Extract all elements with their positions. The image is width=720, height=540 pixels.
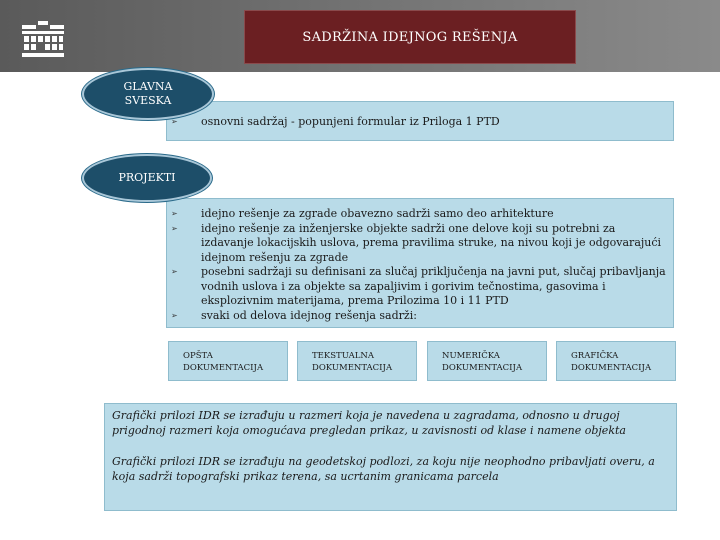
list-item <box>167 265 667 309</box>
note-text: Grafički prilozi IDR se izrađuju na geodetskoj podlozi, za koju nije neophodno pribavljati overu, a koja sadrži topografski prikaz terena, sa ucrtanim granicama parcela <box>112 455 655 483</box>
graphical-documentation-label: GRAFIČKA DOKUMENTACIJA <box>571 351 652 373</box>
arrow-bullet-icon: ➢ <box>171 267 178 276</box>
list-item-text: osnovni sadržaj - popunjeni formular iz Priloga 1 PTD <box>201 115 500 128</box>
arrow-bullet-icon: ➢ <box>171 223 178 233</box>
list-item <box>167 207 667 222</box>
page-title: SADRŽINA IDEJNOG REŠENJA <box>244 10 576 64</box>
list-item <box>167 115 673 130</box>
textual-documentation-box <box>297 341 417 381</box>
general-documentation-box <box>168 341 288 381</box>
graphical-documentation-box <box>556 341 676 381</box>
top-bar <box>0 0 720 72</box>
arrow-bullet-icon: ➢ <box>171 117 178 126</box>
note-text: Grafički prilozi IDR se izrađuju u razmeri koja je navedena u zagradama, odnosno u drugoj prigodnoj razmeri koja omogućava pregledan prikaz, u zavisnosti od klase i namene objekta <box>112 409 626 437</box>
projects-label <box>82 154 212 202</box>
textual-documentation-label: TEKSTUALNA DOKUMENTACIJA <box>312 351 393 373</box>
arrow-bullet-icon: ➢ <box>171 310 178 320</box>
list-item <box>167 222 667 266</box>
arrow-bullet-icon: ➢ <box>171 209 178 218</box>
list-item <box>167 309 667 324</box>
numerical-documentation-label: NUMERIČKA DOKUMENTACIJA <box>442 351 523 373</box>
list-item-text: posebni sadržaji su definisani za slučaj priključenja na javni put, slučaj pribavljanja vodnih uslova i za objekte sa zapaljivim i gorivim tečnostima, gasovima i eksplozivnim materijama, prema Prilozima 10 i 11 PTD <box>201 265 666 307</box>
building-logo-icon <box>22 19 64 59</box>
notes-panel <box>104 403 677 511</box>
list-item-text: svaki od delova idejnog rešenja sadrži: <box>201 308 417 322</box>
list-item-text: idejno rešenje za zgrade obavezno sadrži samo deo arhitekture <box>201 207 554 220</box>
main-volume-panel <box>166 101 674 141</box>
general-documentation-label: OPŠTA DOKUMENTACIJA <box>183 351 264 373</box>
numerical-documentation-box <box>427 341 547 381</box>
projects-label-text: PROJEKTI <box>118 171 176 184</box>
list-item-text: idejno rešenje za inženjerske objekte sadrži one delove koji su potrebni za izdavanje lokacijskih uslova, prema pravilima struke, na nivou koji je odgovarajući idejnom rešenju za zgrade <box>201 221 662 264</box>
projects-panel <box>166 198 674 328</box>
main-volume-label-text: GLAVNA SVESKA <box>123 80 173 107</box>
main-volume-label <box>82 68 214 120</box>
